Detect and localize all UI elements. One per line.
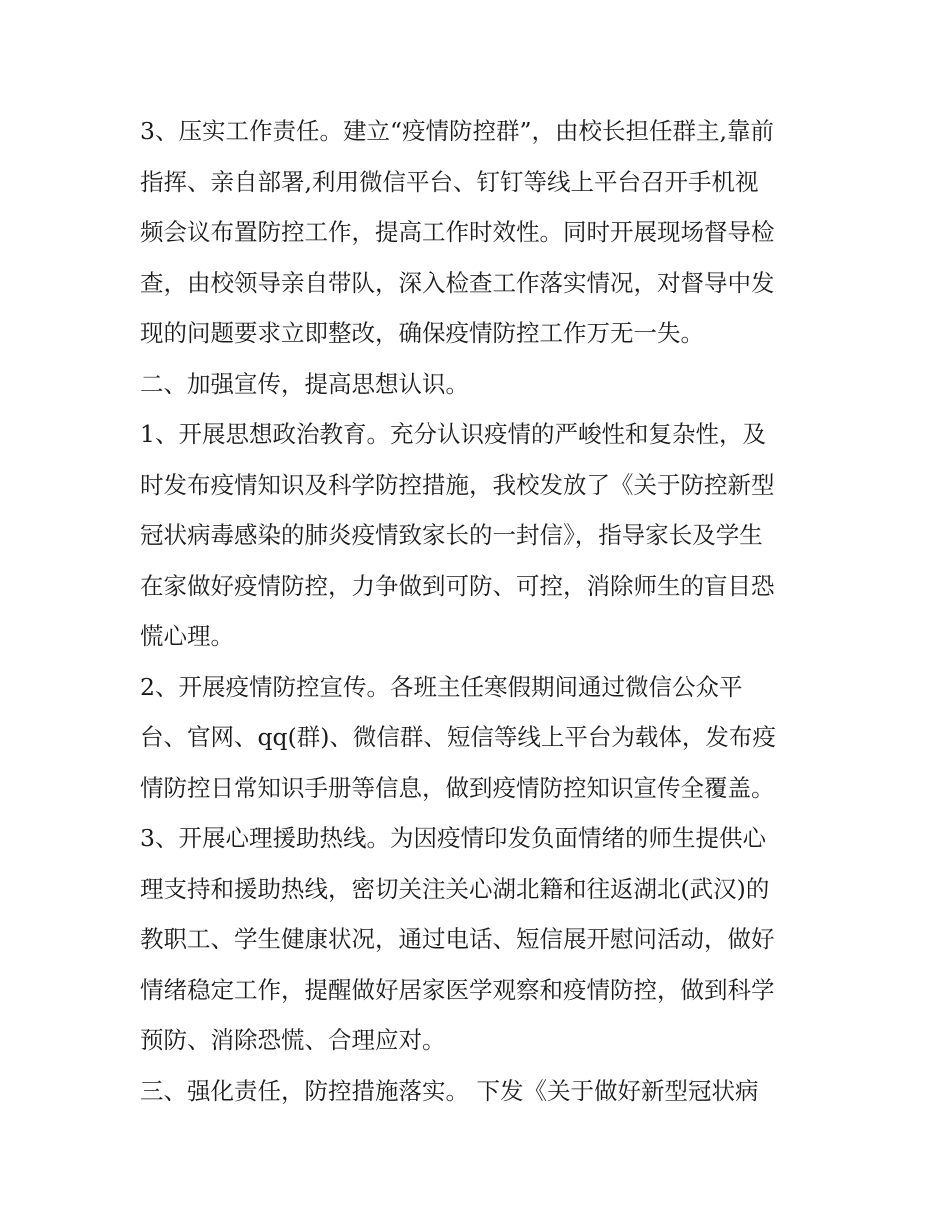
text-line: 3、压实工作责任。建立“疫情防控群”，由校长担任群主,靠前 bbox=[140, 117, 774, 145]
text-line: 情防控日常知识手册等信息，做到疫情防控知识宣传全覆盖。 bbox=[140, 773, 775, 802]
text-line: 理支持和援助热线，密切关注关心湖北籍和往返湖北(武汉)的 bbox=[140, 874, 770, 903]
section-heading: 三、强化责任，防控措施落实。 下发《关于做好新型冠状病 bbox=[140, 1076, 759, 1105]
text-line: 频会议布置防控工作，提高工作时效性。同时开展现场督导检 bbox=[140, 218, 775, 246]
text-line: 在家做好疫情防控，力争做到可防、可控，消除师生的盲目恐 bbox=[140, 571, 775, 600]
text-line: 2、开展疫情防控宣传。各班主任寒假期间通过微信公众平 bbox=[140, 672, 743, 701]
text-line: 指挥、亲自部署,利用微信平台、钉钉等线上平台召开手机视 bbox=[140, 167, 759, 196]
section-heading: 二、加强宣传，提高思想认识。 bbox=[140, 369, 469, 398]
text-line: 慌心理。 bbox=[140, 622, 234, 650]
text-line: 预防、消除恐慌、合理应对。 bbox=[140, 1026, 446, 1054]
text-line: 3、开展心理援助热线。为因疫情印发负面情绪的师生提供心 bbox=[140, 824, 766, 852]
text-line: 台、官网、qq(群)、微信群、短信等线上平台为载体，发布疫 bbox=[140, 723, 776, 751]
text-line: 教职工、学生健康状况，通过电话、短信展开慰问活动，做好 bbox=[140, 925, 775, 953]
text-line: 时发布疫情知识及科学防控措施，我校发放了《关于防控新型 bbox=[140, 470, 775, 499]
text-line: 查，由校领导亲自带队，深入检查工作落实情况，对督导中发 bbox=[140, 268, 775, 297]
text-line: 冠状病毒感染的肺炎疫情致家长的一封信》，指导家长及学生 bbox=[140, 521, 763, 549]
text-line: 情绪稳定工作，提醒做好居家医学观察和疫情防控，做到科学 bbox=[140, 975, 775, 1004]
document-body bbox=[140, 106, 820, 1116]
text-line: 1、开展思想政治教育。充分认识疫情的严峻性和复杂性，及 bbox=[140, 420, 766, 448]
text-line: 现的问题要求立即整改，确保疫情防控工作万无一失。 bbox=[140, 319, 704, 347]
